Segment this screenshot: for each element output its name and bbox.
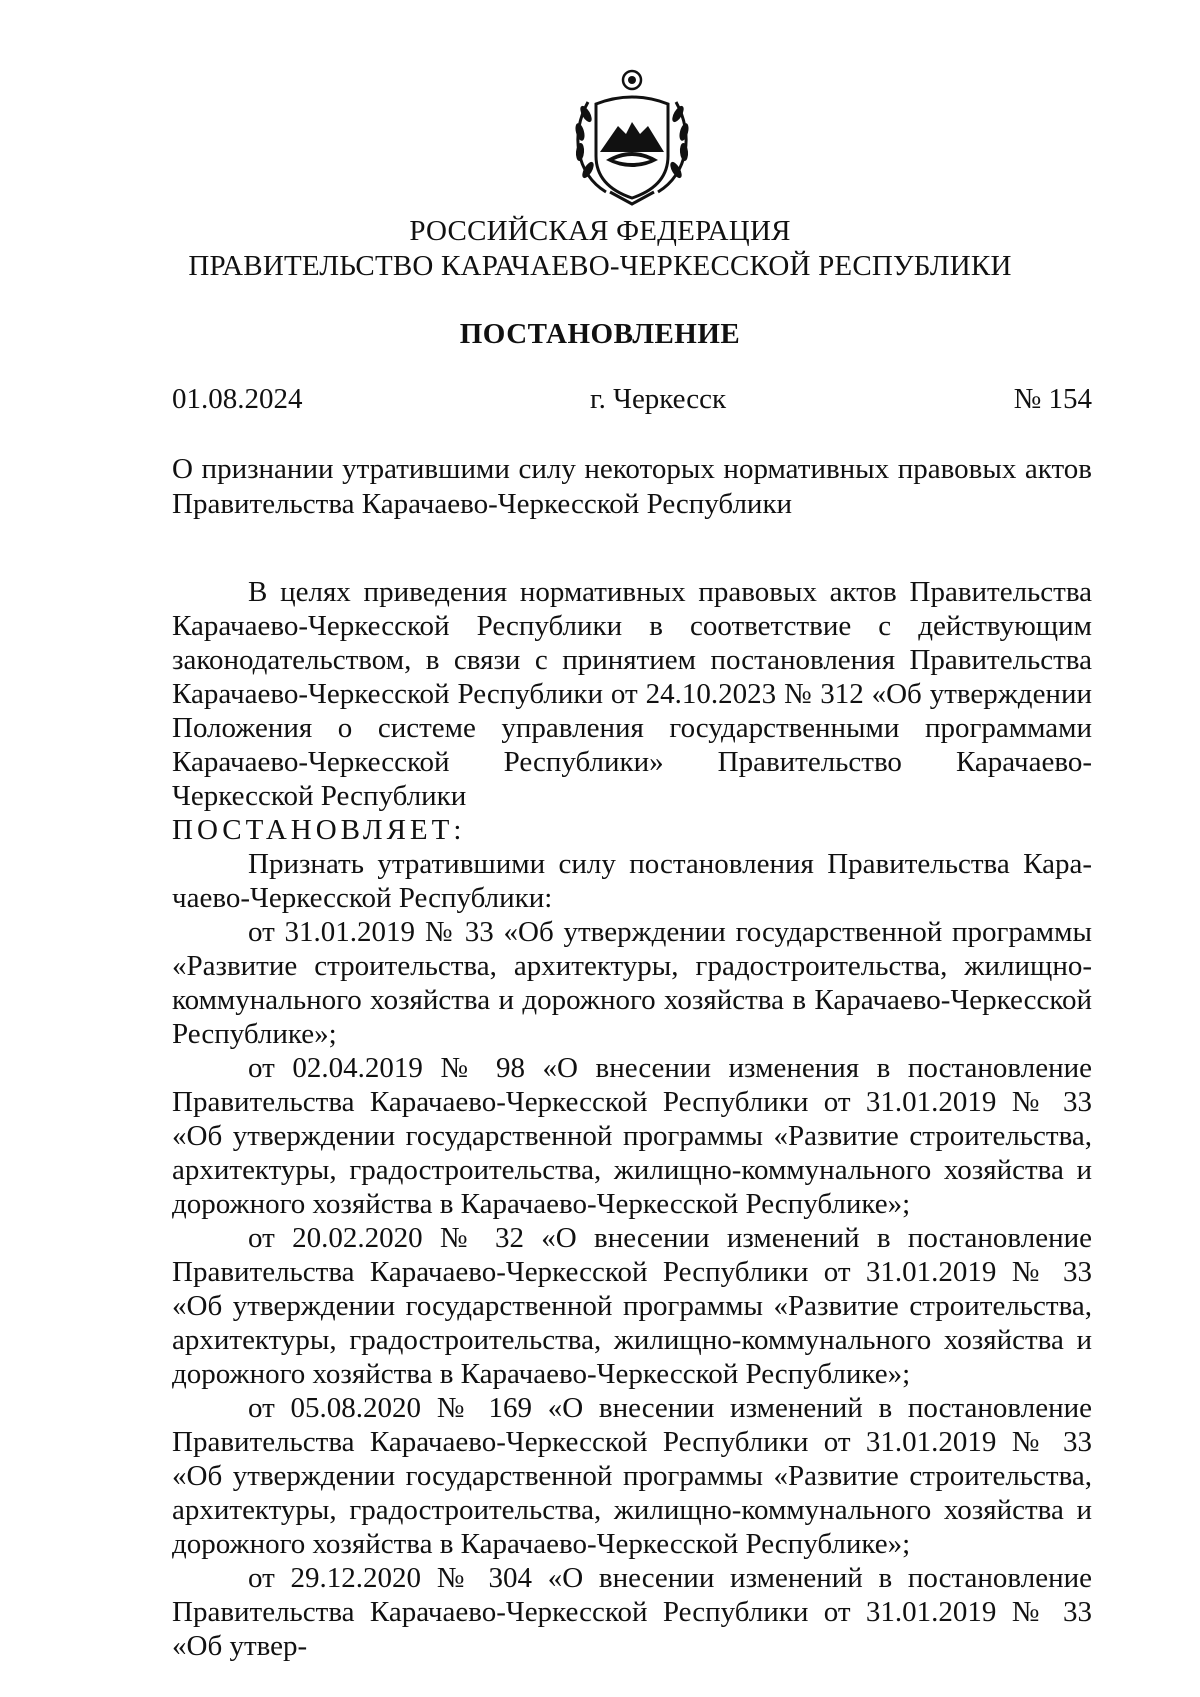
- list-item: от 31.01.2019 № 33 «Об утверждении государственной программы «Развитие строительства, архитектуры, градостроительства, жилищно-коммунального хозяйства и дорожного хозяйства в Карачаево-Черкесской Республике»;: [172, 916, 1092, 1050]
- preamble-paragraph: В целях приведения нормативных правовых актов Правительства Карачаево-Черкесской Республики в соответствие с действующим законодательством, в связи с принятием постановления Правительства Карачаево-Черкесской Республики от 24.10.2023 № 312 «Об утверждении Положения о системе управления государственными программами Карачаево-Черкесской Республики» Правительство Карачаево-Черкесской Республики: [172, 576, 1092, 812]
- list-item: от 05.08.2020 № 169 «О внесении изменений в постановление Правительства Карачаево-Черкесской Республики от 31.01.2019 № 33 «Об утверждении государственной программы «Развитие строительства, архитектуры, градостроительства, жилищно-коммунального хозяйства и дорожного хозяйства в Карачаево-Черкесской Республике»;: [172, 1392, 1092, 1560]
- list-item: от 29.12.2020 № 304 «О внесении изменений в постановление Правительства Карачаево-Черкесской Республики от 31.01.2019 № 33 «Об утвер-: [172, 1562, 1092, 1662]
- country-name: РОССИЙСКАЯ ФЕДЕРАЦИЯ: [409, 215, 791, 247]
- list-item: от 20.02.2020 № 32 «О внесении изменений в постановление Правительства Карачаево-Черкесской Республики от 31.01.2019 № 33 «Об утверждении государственной программы «Развитие строительства, архитектуры, градостроительства, жилищно-коммунального хозяйства и дорожного хозяйства в Карачаево-Черкесской Республике»;: [172, 1222, 1092, 1390]
- document-body: [172, 575, 1092, 1663]
- government-name: ПРАВИТЕЛЬСТВО КАРАЧАЕВО-ЧЕРКЕССКОЙ РЕСПУБЛИКИ: [188, 250, 1012, 282]
- list-item: от 02.04.2019 № 98 «О внесении изменения в постановление Правительства Карачаево-Черкесской Республики от 31.01.2019 № 33 «Об утверждении государственной программы «Развитие строительства, архитектуры, градостроительства, жилищно-коммунального хозяйства и дорожного хозяйства в Карачаево-Черкесской Республике»;: [172, 1052, 1092, 1220]
- document-type-title: ПОСТАНОВЛЕНИЕ: [459, 318, 741, 350]
- intro-paragraph: Признать утратившими силу постановления Правительства Карачаево-Черкесской Республики:: [172, 848, 1092, 914]
- document-meta-row: [172, 383, 1092, 419]
- decree-word: ПОСТАНОВЛЯЕТ:: [172, 814, 466, 846]
- coat-of-arms-icon: [566, 64, 698, 214]
- document-date: 01.08.2024: [172, 383, 303, 415]
- document-city: г. Черкесск: [589, 383, 727, 415]
- document-header: [0, 214, 1200, 284]
- document-number: № 154: [1013, 383, 1092, 415]
- document-subject: О признании утратившими силу некоторых нормативных правовых актов Правительства Карачаево-Черкесской Республики: [172, 453, 1092, 520]
